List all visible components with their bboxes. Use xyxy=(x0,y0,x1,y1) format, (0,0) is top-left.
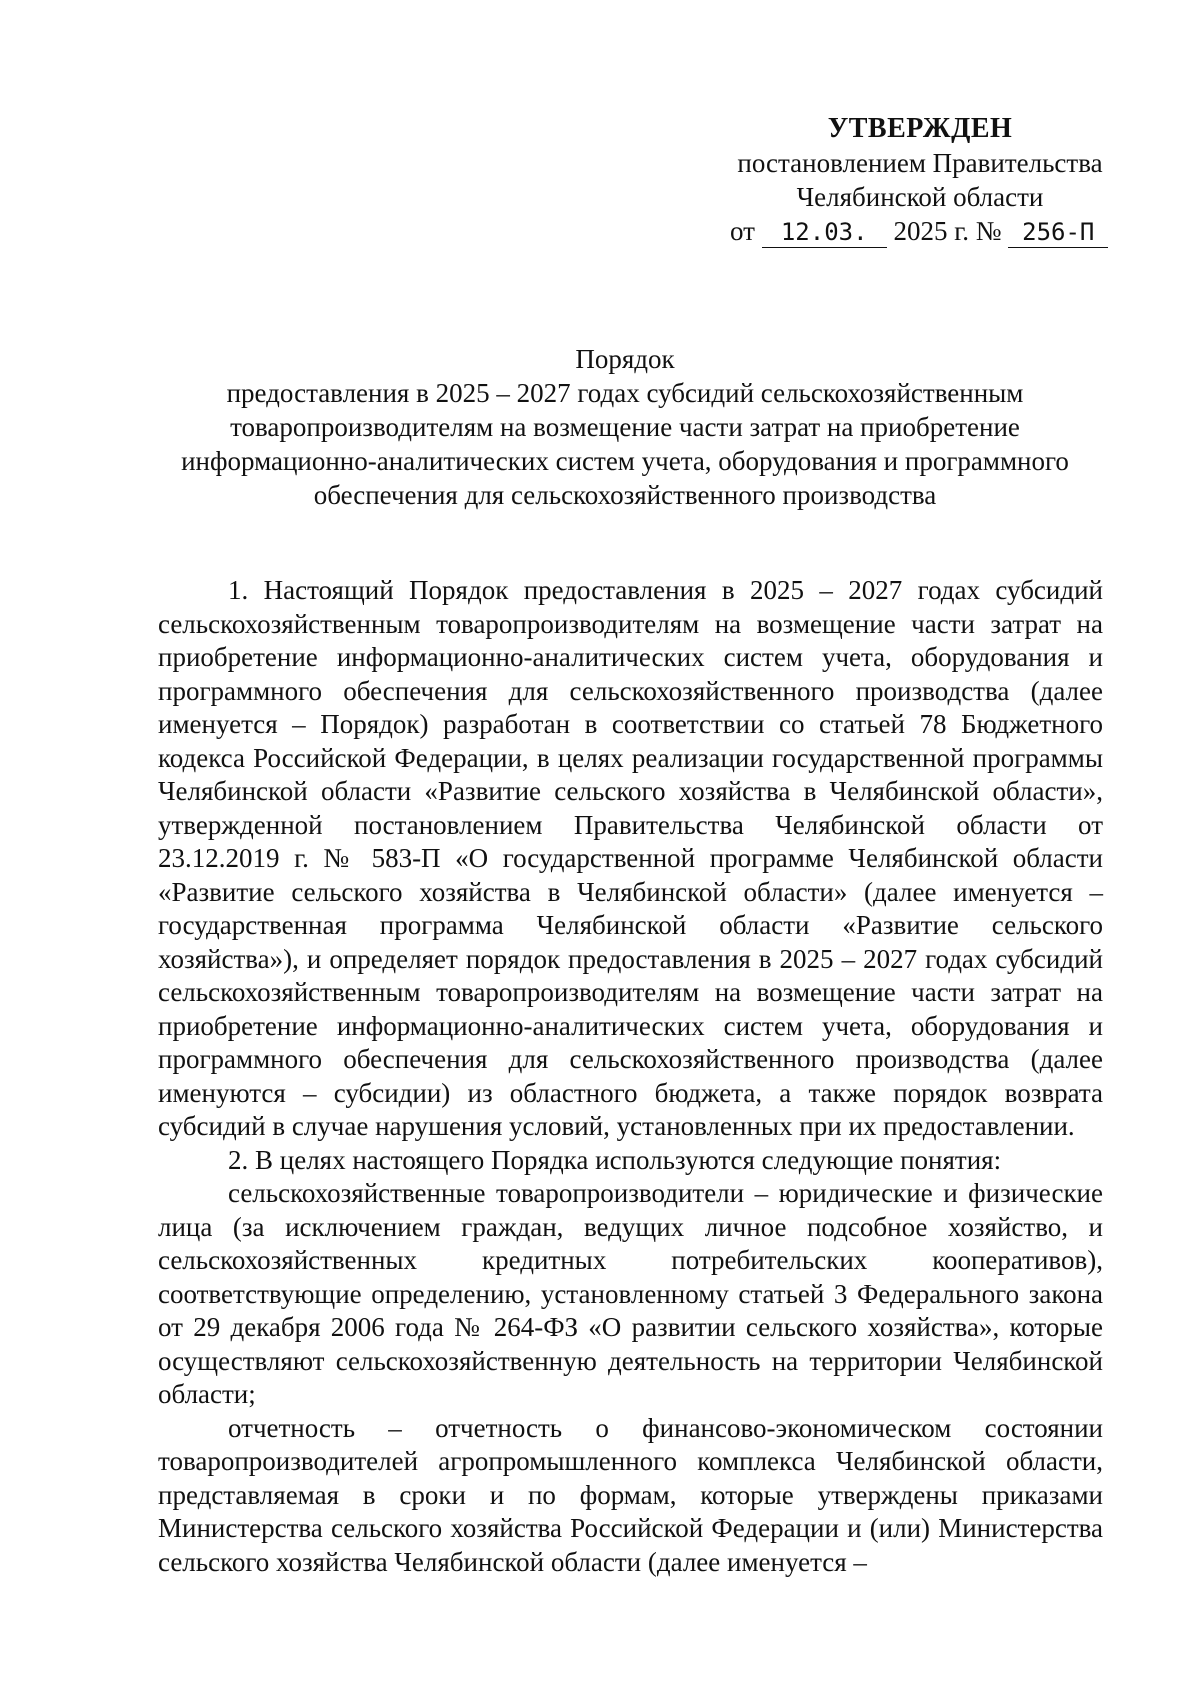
handwritten-number: 256-П xyxy=(1008,217,1108,248)
paragraph-3: сельскохозяйственные товаропроизводители – юридические и физические лица (за исключением граждан, ведущих личное подсобное хозяйство, и сельскохозяйственных кредитных потребительских кооперативов), соответствующие определению, установленному статьей 3 Федерального закона от 29 декабря 2006 года № 264-ФЗ «О развитии сельского хозяйства», которые осуществляют сельскохозяйственную деятельность на территории Челябинской области; xyxy=(158,1178,1103,1409)
year-number-label: 2025 г. № xyxy=(893,216,1002,246)
document-title-block xyxy=(150,342,1100,512)
approval-stamp xyxy=(720,112,1120,248)
approval-title: УТВЕРЖДЕН xyxy=(827,113,1013,144)
paragraph-2: 2. В целях настоящего Порядка используются следующие понятия: xyxy=(228,1144,1002,1175)
paragraph-4: отчетность – отчетность о финансово-экономическом состоянии товаропроизводителей агропромышленного комплекса Челябинской области, представляемая в сроки и по формам, которые утверждены приказами Министерства сельского хозяйства Российской Федерации и (или) Министерства сельского хозяйства Челябинской области (далее именуется – xyxy=(158,1412,1103,1577)
document-subheading: предоставления в 2025 – 2027 годах субсидий сельскохозяйственным товаропроизводителям на возмещение части затрат на приобретение информационно-аналитических систем учета, оборудования и программного обеспечения для сельскохозяйственного производства xyxy=(181,378,1069,510)
document-body xyxy=(158,574,1103,1579)
approval-line-2: Челябинской области xyxy=(796,182,1044,212)
date-prefix: от xyxy=(730,216,755,246)
handwritten-date: 12.03. xyxy=(762,217,887,248)
approval-line-1: постановлением Правительства xyxy=(737,148,1103,178)
approval-date-line xyxy=(720,214,1120,248)
paragraph-1: 1. Настоящий Порядок предоставления в 2025 – 2027 годах субсидий сельскохозяйственным товаропроизводителям на возмещение части затрат на приобретение информационно-аналитических систем учета, оборудования и программного обеспечения для сельскохозяйственного производства (далее именуется – Порядок) разработан в соответствии со статьей 78 Бюджетного кодекса Российской Федерации, в целях реализации государственной программы Челябинской области «Развитие сельского хозяйства в Челябинской области», утвержденной постановлением Правительства Челябинской области от 23.12.2019 г. № 583-П «О государственной программе Челябинской области «Развитие сельского хозяйства в Челябинской области» (далее именуется – государственная программа Челябинской области «Развитие сельского хозяйства»), и определяет порядок предоставления в 2025 – 2027 годах субсидий сельскохозяйственным товаропроизводителям на возмещение части затрат на приобретение информационно-аналитических систем учета, оборудования и программного обеспечения для сельскохозяйственного производства (далее именуются – субсидии) из областного бюджета, а также порядок возврата субсидий в случае нарушения условий, установленных при их предоставлении. xyxy=(158,575,1103,1141)
document-heading: Порядок xyxy=(575,344,675,374)
